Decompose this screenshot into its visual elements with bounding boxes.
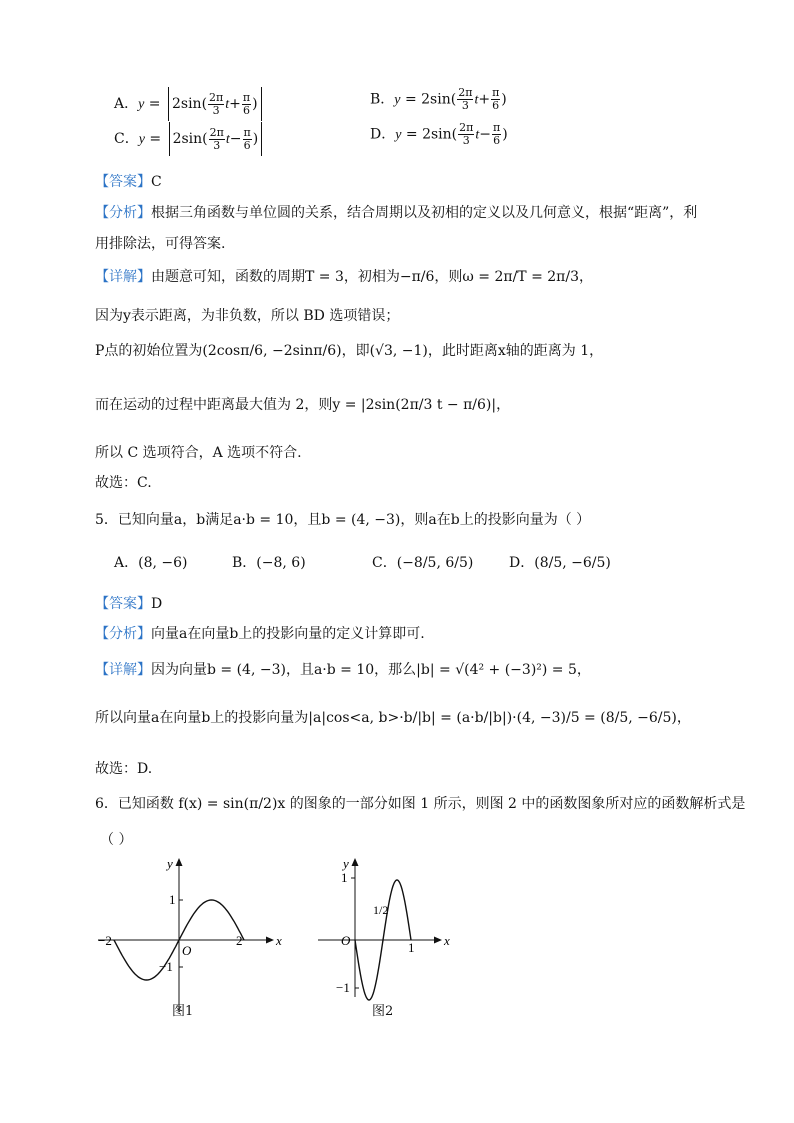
q6-stem-line2: （ ） — [100, 832, 133, 848]
tick-label-neg1: −1 — [159, 959, 173, 974]
q5-option-b: B．(−8, 6) — [232, 555, 306, 571]
fig2-y-label: y — [343, 856, 349, 871]
q4-detail-line1: 【详解】由题意可知，函数的周期T = 3，初相为−π/6，则ω = 2π/T = 2π/3， — [95, 269, 594, 285]
q4-analysis-line2: 用排除法，可得答案. — [95, 236, 226, 252]
q5-detail-line1: 【详解】因为向量b = (4, −3)，且a·b = 10，那么|b| = √(4² + (−3)²) = 5， — [95, 662, 591, 678]
fig1-caption: 图1 — [172, 1004, 194, 1019]
q5-answer: 【答案】D — [95, 596, 163, 612]
tick-label-2: 2 — [236, 933, 243, 948]
q6-stem-line1: 6．已知函数 f(x) = sin(π/2)x 的图象的一部分如图 1 所示，则图 2 中的函数图象所对应的函数解析式是 — [95, 796, 746, 812]
q4-detail-line2: 因为y表示距离，为非负数，所以 BD 选项错误； — [95, 308, 400, 324]
tick-label-neg1: −1 — [336, 980, 350, 995]
q5-analysis: 【分析】向量a在向量b上的投影向量的定义计算即可. — [95, 626, 425, 642]
option-b: B．y = 2sin( $\frac{2\pi}{3}$ t+ $\frac{\pi}{6}$ ) — [370, 86, 507, 112]
fig2-x-label: x — [444, 933, 450, 948]
half-label: 1/2 — [373, 903, 389, 917]
q4-detail-line5: 所以 C 选项符合，A 选项不符合. — [95, 445, 302, 461]
tick-label-half — [373, 903, 388, 917]
tick-label-1: 1 — [169, 892, 176, 907]
x-arrow — [434, 937, 442, 944]
q4-detail-line3: P点的初始位置为(2cosπ/6, −2sinπ/6)，即(√3, −1)，此时距离x轴的距离为 1， — [95, 343, 604, 359]
fig2-caption: 图2 — [372, 1004, 394, 1019]
tick-label-y-1: 1 — [341, 870, 348, 885]
y-arrow — [352, 858, 359, 866]
y-arrow — [176, 858, 183, 866]
q5-stem: 5．已知向量a，b满足a·b = 10，且b = (4, −3)，则a在b上的投影向量为（ ） — [95, 512, 591, 528]
q4-detail-line4: 而在运动的过程中距离最大值为 2，则y = |2sin(2π/3 t − π/6)|， — [95, 397, 511, 413]
tick-label-x-1: 1 — [408, 940, 415, 955]
q5-option-c: C．(−8/5, 6/5) — [372, 555, 474, 571]
q5-option-d: D．(8/5, −6/5) — [509, 555, 611, 571]
fig2-origin: O — [341, 933, 351, 948]
x-arrow — [266, 937, 274, 944]
option-a: A．y = 2sin( $\frac{2\pi}{3}$ t+ $\frac{\pi}{6}$ ) — [114, 87, 265, 121]
fig1-origin: O — [182, 943, 192, 958]
q4-analysis-line1: 【分析】根据三角函数与单位圆的关系，结合周期以及初相的定义以及几何意义，根据“距离”，利 — [95, 205, 698, 221]
q5-option-a: A．(8, −6) — [114, 555, 188, 571]
q4-answer: 【答案】C — [95, 174, 162, 190]
fig1-x-label: x — [276, 933, 282, 948]
figure-1 — [90, 852, 290, 1022]
tick-label-neg2: −2 — [98, 933, 112, 948]
figure-2 — [310, 852, 460, 1022]
fig1-y-label: y — [167, 856, 173, 871]
q5-detail-line2: 所以向量a在向量b上的投影向量为|a|cos<a, b>·b/|b| = (a·b/|b|)·(4, −3)/5 = (8/5, −6/5)， — [95, 710, 691, 726]
option-c: C．y = 2sin( $\frac{2\pi}{3}$ t− $\frac{\pi}{6}$ ) — [114, 122, 265, 156]
option-d: D．y = 2sin( $\frac{2\pi}{3}$ t− $\frac{\pi}{6}$ ) — [370, 121, 508, 147]
q5-choose: 故选：D. — [95, 761, 153, 777]
q4-choose: 故选：C. — [95, 475, 152, 491]
